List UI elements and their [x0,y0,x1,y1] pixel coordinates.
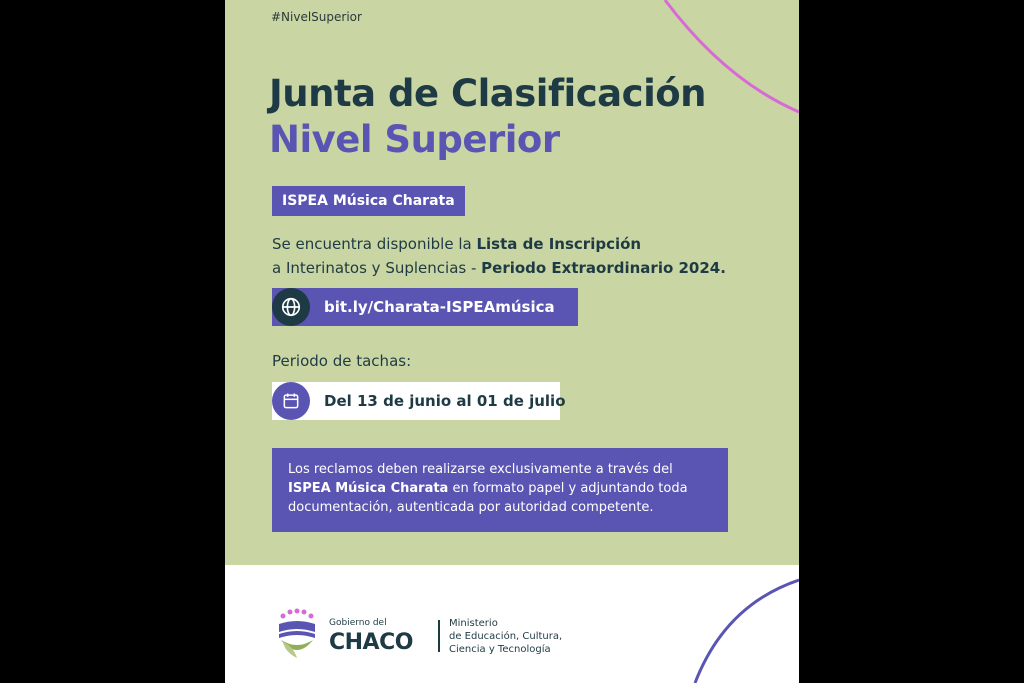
date-pill [272,382,566,420]
gov-big-text: CHACO [329,630,413,655]
calendar-icon [272,382,310,420]
footer-separator [438,620,440,652]
globe-icon [272,288,310,326]
description-part-2: a Interinatos y Suplencias - [272,259,482,277]
ministry-text [449,617,562,656]
gov-small-text: Gobierno del [329,618,387,628]
title-line-2: Nivel Superior [269,118,560,161]
description [272,232,772,280]
notice-bold: ISPEA Música Charata [288,481,449,496]
link-pill[interactable] [272,288,578,326]
ministry-line-3: Ciencia y Tecnología [449,644,551,655]
ministry-line-1: Ministerio [449,618,498,629]
date-text: Del 13 de junio al 01 de julio [324,392,566,410]
description-part-1: Se encuentra disponible la [272,235,477,253]
chaco-logo-icon [273,608,321,660]
link-text[interactable]: bit.ly/Charata-ISPEAmúsica [324,298,555,316]
period-label: Periodo de tachas: [272,352,412,370]
description-bold-2: Periodo Extraordinario 2024. [481,259,726,277]
notice-box [272,448,728,532]
title-line-1: Junta de Clasificación [269,72,707,115]
notice-part-2: en formato papel y adjuntando toda documentación, autenticada por autoridad competente. [288,481,688,515]
poster [225,0,799,683]
description-bold-1: Lista de Inscripción [476,235,642,253]
institution-tag: ISPEA Música Charata [272,186,465,216]
notice-part-1: Los reclamos deben realizarse exclusivamente a través del [288,462,673,477]
hashtag: #NivelSuperior [271,10,362,24]
ministry-line-2: de Educación, Cultura, [449,631,563,642]
